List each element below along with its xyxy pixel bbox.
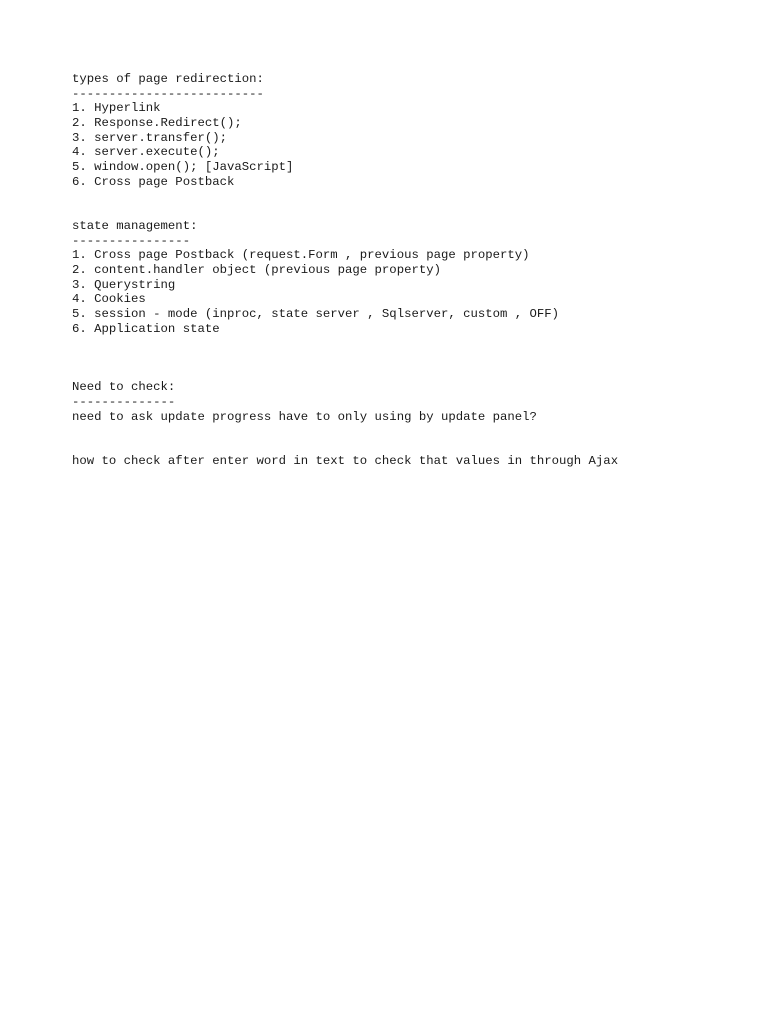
blank-line — [72, 204, 692, 219]
list-item: 6. Cross page Postback — [72, 174, 235, 189]
blank-line — [72, 351, 692, 366]
section-rule: ---------------- — [72, 233, 191, 248]
list-item: 4. Cookies — [72, 292, 146, 307]
footer-note: how to check after enter word in text to check that values in through Ajax — [72, 453, 619, 468]
list-item: 2. content.handler object (previous page property) — [72, 262, 441, 277]
list-item: 5. window.open(); [JavaScript] — [72, 160, 294, 175]
section-need-to-check — [72, 380, 692, 424]
list-item: 5. session - mode (inproc, state server , Sqlserver, custom , OFF) — [72, 307, 560, 321]
section-heading: types of page redirection: — [72, 72, 264, 86]
blank-line — [72, 336, 692, 351]
list-item: 1. Hyperlink — [72, 101, 161, 116]
list-item: 4. server.execute(); — [72, 145, 220, 160]
section-rule: -------------- — [72, 395, 176, 410]
list-item: 1. Cross page Postback (request.Form , previous page property) — [72, 248, 530, 263]
note-line: need to ask update progress have to only using by update panel? — [72, 409, 537, 424]
list-item: 2. Response.Redirect(); — [72, 116, 242, 131]
section-page-redirection — [72, 72, 692, 190]
blank-line — [72, 439, 692, 454]
section-heading: state management: — [72, 218, 198, 233]
list-item: 6. Application state — [72, 321, 220, 336]
section-heading: Need to check: — [72, 380, 176, 395]
section-rule: -------------------------- — [72, 86, 264, 101]
section-state-management — [72, 219, 692, 337]
list-item: 3. Querystring — [72, 277, 176, 292]
list-item: 3. server.transfer(); — [72, 130, 227, 145]
notes-document — [72, 72, 692, 469]
blank-line — [72, 190, 692, 205]
blank-line — [72, 425, 692, 440]
blank-line — [72, 366, 692, 381]
